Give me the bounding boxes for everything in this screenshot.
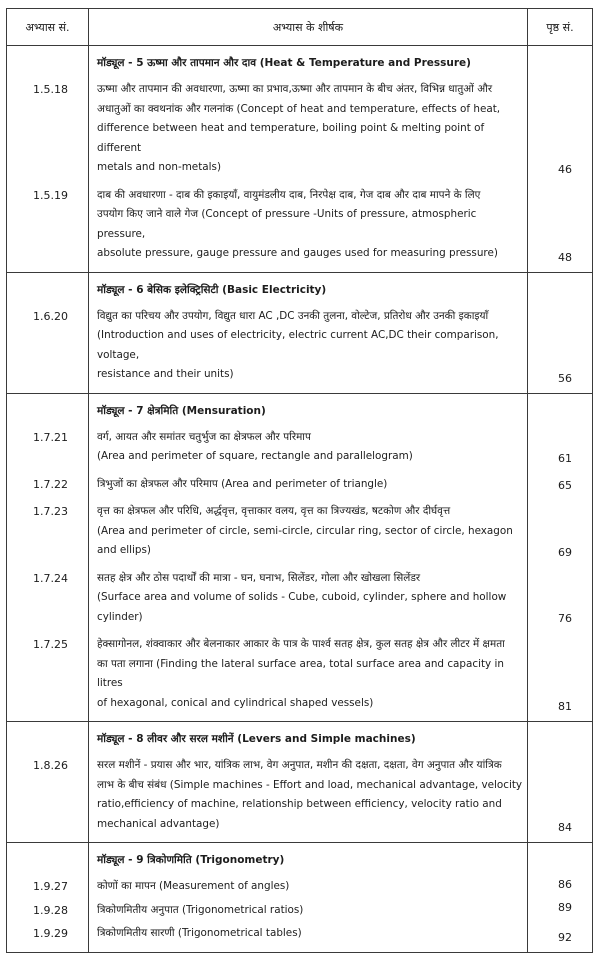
page-number: 92: [558, 930, 572, 944]
column-header-title: अभ्यास के शीर्षक: [89, 9, 528, 46]
exercise-title: [89, 922, 528, 952]
contents-entry-row: [7, 184, 593, 273]
exercise-number: 1.7.21: [7, 424, 89, 473]
column-header-page: पृष्ठ सं.: [528, 9, 593, 46]
page-number: 48: [558, 250, 572, 264]
exercise-title-line: उपयोग किए जाने वाले गेज (Concept of pressure -Units of pressure, atmospheric pressure,: [97, 208, 477, 240]
contents-entry-row: [7, 424, 593, 473]
exercise-title: [89, 424, 528, 473]
module-title: मॉड्यूल - 5 ऊष्मा और तापमान और दाव (Heat & Temperature and Pressure): [89, 46, 528, 77]
exercise-number: 1.5.19: [7, 184, 89, 273]
module-heading-row: [7, 722, 593, 753]
exercise-title: [89, 899, 528, 923]
exercise-title-line: का पता लगाना (Finding the lateral surface area, total surface area and capacity in litres: [97, 657, 504, 689]
exercise-title: [89, 873, 528, 899]
page-number: 89: [558, 901, 572, 914]
exercise-title-line: ऊष्मा और तापमान की अवधारणा, ऊष्मा का प्रभाव,ऊष्मा और तापमान के बीच अंतर, विभिन्न धातुओं और: [97, 83, 493, 95]
contents-entry-row: [7, 567, 593, 634]
exercise-number: 1.9.27: [7, 873, 89, 899]
contents-entry-row: [7, 922, 593, 952]
exercise-number: 1.9.28: [7, 899, 89, 923]
contents-entry-row: [7, 873, 593, 899]
exercise-title-line: विद्युत का परिचय और उपयोग, विद्युत धारा AC ,DC उनकी तुलना, वोल्टेज, प्रतिरोध और उनकी इकाइयाँ: [97, 309, 489, 322]
table-header-row: [7, 9, 593, 46]
page-number: 69: [558, 545, 572, 559]
page-number: 61: [558, 451, 572, 465]
exercise-title-line: त्रिकोणमितीय सारणी (Trigonometrical tables): [97, 927, 302, 939]
exercise-title-line: अधातुओं का क्वथनांक और गलनांक (Concept of heat and temperature, effects of heat,: [97, 102, 501, 115]
exercise-title: [89, 76, 528, 184]
page-number: 76: [558, 612, 572, 625]
exercise-title-line: त्रिभुजों का क्षेत्रफल और परिमाप (Area and perimeter of triangle): [97, 477, 388, 490]
contents-table: [6, 8, 593, 953]
contents-entry-row: [7, 633, 593, 722]
exercise-title-line: (Introduction and uses of electricity, electric current AC,DC their comparison, voltage,: [97, 329, 499, 361]
module-title: मॉड्यूल - 9 त्रिकोणमिति (Trigonometry): [89, 843, 528, 874]
page-number: 86: [558, 877, 572, 891]
exercise-number: 1.7.25: [7, 633, 89, 722]
exercise-title-line: लाभ के बीच संबंध (Simple machines - Effort and load, mechanical advantage, velocity: [97, 778, 523, 791]
exercise-number: 1.7.24: [7, 567, 89, 634]
page-number: 84: [558, 821, 572, 834]
module-title: मॉड्यूल - 8 लीवर और सरल मशीनें (Levers and Simple machines): [89, 722, 528, 753]
page-number: 46: [558, 162, 572, 176]
exercise-title-line: त्रिकोणमितीय अनुपात (Trigonometrical ratios): [97, 903, 304, 916]
exercise-title-line: ratio,efficiency of machine, relationship between efficiency, velocity ratio and: [97, 798, 502, 810]
exercise-title: [89, 473, 528, 501]
exercise-title: [89, 567, 528, 634]
exercise-title-line: difference between heat and temperature, boiling point & melting point of different: [97, 122, 485, 154]
exercise-title-line: (Area and perimeter of square, rectangle and parallelogram): [97, 450, 413, 462]
exercise-title-line: सरल मशीनें - प्रयास और भार, यांत्रिक लाभ, वेग अनुपात, मशीन की दक्षता, दक्षता, वेग अनुपात और यांत्रिक: [97, 759, 502, 771]
exercise-title: [89, 752, 528, 843]
module-heading-row: [7, 272, 593, 303]
exercise-title: [89, 184, 528, 273]
exercise-title: [89, 633, 528, 722]
exercise-title-line: दाब की अवधारणा - दाब की इकाइयाँ, वायुमंडलीय दाब, निरपेक्ष दाब, गेज दाब और दाब मापने के लिए: [97, 188, 481, 201]
contents-body: [7, 46, 593, 953]
exercise-title: [89, 303, 528, 394]
exercise-title-line: of hexagonal, conical and cylindrical shaped vessels): [97, 696, 374, 709]
exercise-number: 1.8.26: [7, 752, 89, 843]
module-heading-row: [7, 46, 593, 77]
column-header-number: अभ्यास सं.: [7, 9, 89, 46]
contents-entry-row: [7, 303, 593, 394]
contents-entry-row: [7, 76, 593, 184]
exercise-title-line: absolute pressure, gauge pressure and gauges used for measuring pressure): [97, 247, 498, 259]
module-heading-row: [7, 393, 593, 424]
exercise-title: [89, 500, 528, 567]
exercise-title-line: वृत्त का क्षेत्रफल और परिधि, अर्द्धवृत्त, वृत्ताकार वलय, वृत्त का त्रिज्यखंड, षटकोण और दीर्घवृत्त: [97, 505, 451, 517]
exercise-title-line: resistance and their units): [97, 368, 234, 380]
page-number: 56: [558, 371, 572, 385]
exercise-number: 1.7.22: [7, 473, 89, 501]
contents-entry-row: [7, 752, 593, 843]
contents-entry-row: [7, 500, 593, 567]
exercise-title-line: mechanical advantage): [97, 817, 220, 830]
module-title: मॉड्यूल - 6 बेसिक इलेक्ट्रिसिटी (Basic Electricity): [89, 272, 528, 303]
exercise-number: 1.7.23: [7, 500, 89, 567]
exercise-title-line: वर्ग, आयत और समांतर चतुर्भुज का क्षेत्रफल और परिमाप: [97, 430, 311, 443]
module-title: मॉड्यूल - 7 क्षेत्रमिति (Mensuration): [89, 393, 528, 424]
exercise-number: 1.9.29: [7, 922, 89, 952]
exercise-title-line: कोणों का मापन (Measurement of angles): [97, 880, 290, 892]
exercise-title-line: (Surface area and volume of solids - Cube, cuboid, cylinder, sphere and hollow cylinder): [97, 591, 507, 623]
page-number: 81: [558, 700, 572, 713]
exercise-number: 1.5.18: [7, 76, 89, 184]
exercise-title-line: हेक्सागोनल, शंक्वाकार और बेलनाकार आकार के पात्र के पार्श्व सतह क्षेत्र, कुल सतह क्षेत्र और लीटर में क्षमता: [97, 638, 505, 650]
exercise-title-line: सतह क्षेत्र और ठोस पदार्थों की मात्रा - घन, घनाभ, सिलेंडर, गोला और खोखला सिलेंडर: [97, 571, 421, 584]
contents-entry-row: [7, 473, 593, 501]
exercise-title-line: metals and non-metals): [97, 161, 221, 173]
exercise-title-line: (Area and perimeter of circle, semi-circle, circular ring, sector of circle, hexagon and ellips): [97, 524, 513, 556]
exercise-number: 1.6.20: [7, 303, 89, 394]
module-heading-row: [7, 843, 593, 874]
contents-entry-row: [7, 899, 593, 923]
page-number: 65: [558, 479, 572, 492]
